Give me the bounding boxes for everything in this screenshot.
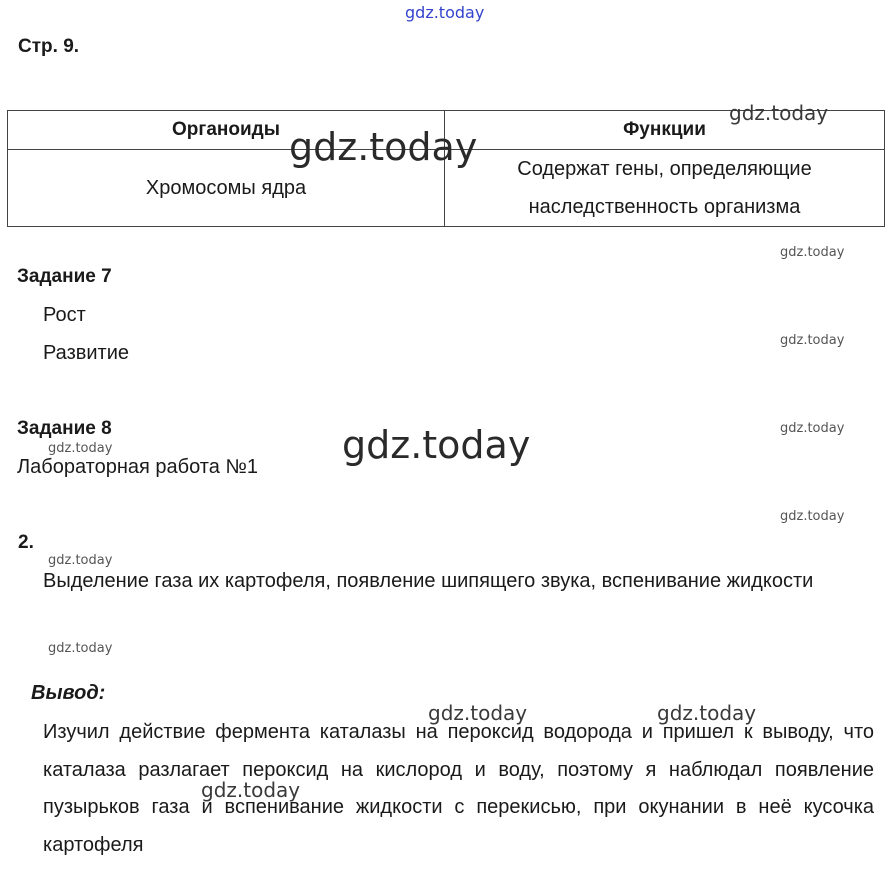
watermark-small-5: gdz.today	[780, 509, 845, 524]
task8-title: Задание 8	[17, 418, 112, 439]
table-header-organoids: Органоиды	[8, 111, 445, 150]
watermark-medium-4: gdz.today	[201, 778, 301, 802]
watermark-medium-1: gdz.today	[729, 101, 829, 125]
watermark-large-1: gdz.today	[289, 125, 478, 169]
watermark-small-2: gdz.today	[780, 333, 845, 348]
conclusion-text: Изучил действие фермента каталазы на пероксид водорода и пришел к выводу, что каталаза разлагает пероксид на кислород и воду, поэтому я наблюдал появление пузырьков газа и вспенивание жидкости с перекисью, при окунании в неё кусочка картофеля	[43, 721, 874, 856]
item2-text: Выделение газа их картофеля, появление шипящего звука, вспенивание жидкости	[43, 570, 814, 592]
table-cell-organoid: Хромосомы ядра	[8, 150, 445, 227]
watermark-top: gdz.today	[405, 3, 485, 22]
conclusion-title: Вывод:	[31, 682, 106, 704]
page-number: Стр. 9.	[18, 36, 80, 57]
watermark-medium-2: gdz.today	[428, 701, 528, 725]
watermark-large-2: gdz.today	[342, 423, 531, 467]
task7-title: Задание 7	[17, 266, 112, 287]
watermark-medium-3: gdz.today	[657, 701, 757, 725]
watermark-small-7: gdz.today	[48, 641, 113, 656]
table-cell-function	[445, 150, 885, 227]
table-header-functions: Функции	[445, 111, 885, 150]
function-line-1: Содержат гены, определяющие	[517, 158, 812, 180]
task7-item-development: Развитие	[43, 342, 129, 364]
watermark-small-1: gdz.today	[780, 245, 845, 260]
lab-work-title: Лабораторная работа №1	[17, 456, 258, 478]
watermark-small-4: gdz.today	[48, 441, 113, 456]
watermark-small-3: gdz.today	[780, 421, 845, 436]
function-line-2: наследственность организма	[528, 196, 801, 218]
item2-number: 2.	[18, 532, 34, 553]
watermark-small-6: gdz.today	[48, 553, 113, 568]
task7-item-growth: Рост	[43, 304, 86, 326]
